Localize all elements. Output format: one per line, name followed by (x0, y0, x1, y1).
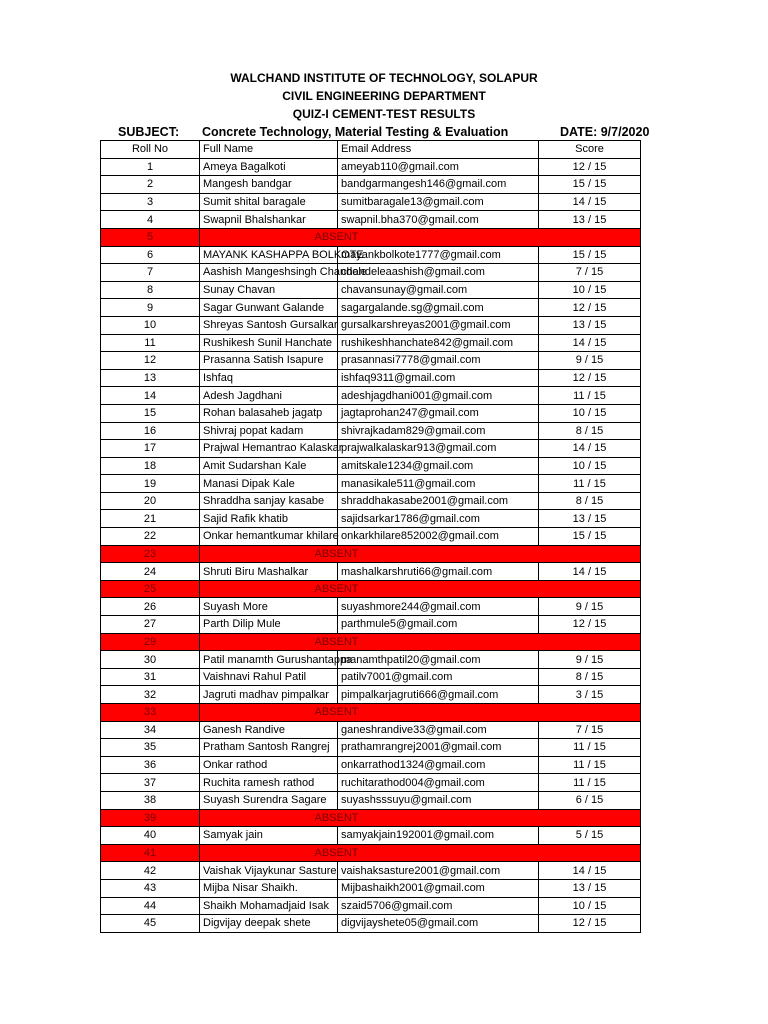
name-cell: Sagar Gunwant Galande (200, 299, 338, 317)
name-cell: Onkar hemantkumar khilare (200, 528, 338, 546)
score-cell: 9 / 15 (539, 598, 641, 616)
email-cell: shraddhakasabe2001@gmail.com (338, 492, 539, 510)
name-cell: Suyash More (200, 598, 338, 616)
roll-cell: 40 (101, 827, 200, 845)
name-cell: Manasi Dipak Kale (200, 475, 338, 493)
name-cell: Sunay Chavan (200, 281, 338, 299)
roll-cell: 41 (101, 844, 200, 862)
table-row (101, 211, 641, 229)
roll-cell: 33 (101, 704, 200, 722)
test-title: QUIZ-I CEMENT-TEST RESULTS (292, 107, 476, 121)
roll-cell: 23 (101, 545, 200, 563)
score-cell: 12 / 15 (539, 299, 641, 317)
name-cell: Digvijay deepak shete (200, 915, 338, 933)
roll-cell: 19 (101, 475, 200, 493)
roll-cell: 5 (101, 228, 200, 246)
roll-cell: 39 (101, 809, 200, 827)
email-cell: onkarrathod1324@gmail.com (338, 756, 539, 774)
name-cell: Shaikh Mohamadjaid Isak (200, 897, 338, 915)
table-row (101, 404, 641, 422)
name-cell: Rushikesh Sunil Hanchate (200, 334, 338, 352)
score-cell: 14 / 15 (539, 563, 641, 581)
absent-cell: ABSENT (200, 704, 641, 722)
table-row (101, 281, 641, 299)
name-cell: Ganesh Randive (200, 721, 338, 739)
email-cell: parthmule5@gmail.com (338, 616, 539, 634)
roll-cell: 38 (101, 791, 200, 809)
roll-cell: 22 (101, 528, 200, 546)
score-cell: 5 / 15 (539, 827, 641, 845)
table-row (101, 756, 641, 774)
email-cell: ruchitarathod004@gmail.com (338, 774, 539, 792)
table-row (101, 352, 641, 370)
name-cell: Samyak jain (200, 827, 338, 845)
table-row (101, 879, 641, 897)
table-row (101, 721, 641, 739)
table-row (101, 316, 641, 334)
table-row-absent (101, 633, 641, 651)
table-row-absent (101, 704, 641, 722)
roll-cell: 36 (101, 756, 200, 774)
absent-cell: ABSENT (200, 580, 641, 598)
table-row-absent (101, 228, 641, 246)
subject-label: SUBJECT: (118, 125, 180, 139)
institute-title: WALCHAND INSTITUTE OF TECHNOLOGY, SOLAPUR (230, 71, 538, 85)
name-cell: Suyash Surendra Sagare (200, 791, 338, 809)
column-header-roll: Roll No (101, 141, 200, 159)
score-cell: 12 / 15 (539, 158, 641, 176)
name-cell: Shreyas Santosh Gursalkar (200, 316, 338, 334)
table-row (101, 193, 641, 211)
score-cell: 7 / 15 (539, 721, 641, 739)
table-row (101, 158, 641, 176)
column-header-email: Email Address (338, 141, 539, 159)
score-cell: 9 / 15 (539, 651, 641, 669)
name-cell: Amit Sudarshan Kale (200, 457, 338, 475)
table-row (101, 176, 641, 194)
table-row (101, 668, 641, 686)
score-cell: 11 / 15 (539, 387, 641, 405)
results-table-body (101, 141, 641, 933)
table-row (101, 492, 641, 510)
score-cell: 12 / 15 (539, 369, 641, 387)
name-cell: Shruti Biru Mashalkar (200, 563, 338, 581)
table-row (101, 862, 641, 880)
name-cell: Sajid Rafik khatib (200, 510, 338, 528)
email-cell: Mijbashaikh2001@gmail.com (338, 879, 539, 897)
name-cell: Prajwal Hemantrao Kalaskar (200, 440, 338, 458)
roll-cell: 1 (101, 158, 200, 176)
email-cell: onkarkhilare852002@gmail.com (338, 528, 539, 546)
email-cell: swapnil.bha370@gmail.com (338, 211, 539, 229)
table-row (101, 510, 641, 528)
roll-cell: 24 (101, 563, 200, 581)
score-cell: 14 / 15 (539, 862, 641, 880)
email-cell: manasikale511@gmail.com (338, 475, 539, 493)
name-cell: Parth Dilip Mule (200, 616, 338, 634)
roll-cell: 43 (101, 879, 200, 897)
roll-cell: 10 (101, 316, 200, 334)
email-cell: prathamrangrej2001@gmail.com (338, 739, 539, 757)
name-cell: Onkar rathod (200, 756, 338, 774)
score-cell: 10 / 15 (539, 457, 641, 475)
table-row (101, 387, 641, 405)
absent-cell: ABSENT (200, 545, 641, 563)
email-cell: adeshjagdhani001@gmail.com (338, 387, 539, 405)
email-cell: vaishaksasture2001@gmail.com (338, 862, 539, 880)
table-header-row (101, 141, 641, 159)
table-row (101, 774, 641, 792)
name-cell: Shraddha sanjay kasabe (200, 492, 338, 510)
email-cell: rushikeshhanchate842@gmail.com (338, 334, 539, 352)
table-row-absent (101, 809, 641, 827)
table-row (101, 563, 641, 581)
column-header-name: Full Name (200, 141, 338, 159)
score-cell: 15 / 15 (539, 528, 641, 546)
email-cell: digvijayshete05@gmail.com (338, 915, 539, 933)
roll-cell: 26 (101, 598, 200, 616)
name-cell: Jagruti madhav pimpalkar (200, 686, 338, 704)
score-cell: 12 / 15 (539, 616, 641, 634)
roll-cell: 9 (101, 299, 200, 317)
email-cell: ganeshrandive33@gmail.com (338, 721, 539, 739)
name-cell: Pratham Santosh Rangrej (200, 739, 338, 757)
roll-cell: 30 (101, 651, 200, 669)
roll-cell: 15 (101, 404, 200, 422)
email-cell: mashalkarshruti66@gmail.com (338, 563, 539, 581)
roll-cell: 20 (101, 492, 200, 510)
score-cell: 14 / 15 (539, 193, 641, 211)
email-cell: chandeleaashish@gmail.com (338, 264, 539, 282)
email-cell: amitskale1234@gmail.com (338, 457, 539, 475)
score-cell: 14 / 15 (539, 334, 641, 352)
name-cell: Prasanna Satish Isapure (200, 352, 338, 370)
email-cell: sagargalande.sg@gmail.com (338, 299, 539, 317)
roll-cell: 25 (101, 580, 200, 598)
name-cell: Patil manamth Gurushantappa (200, 651, 338, 669)
name-cell: MAYANK KASHAPPA BOLKOTE (200, 246, 338, 264)
absent-cell: ABSENT (200, 844, 641, 862)
roll-cell: 35 (101, 739, 200, 757)
roll-cell: 44 (101, 897, 200, 915)
email-cell: gursalkarshreyas2001@gmail.com (338, 316, 539, 334)
name-cell: Aashish Mangeshsingh Chandele (200, 264, 338, 282)
score-cell: 11 / 15 (539, 475, 641, 493)
table-row (101, 915, 641, 933)
roll-cell: 37 (101, 774, 200, 792)
name-cell: Mangesh bandgar (200, 176, 338, 194)
email-cell: pimpalkarjagruti666@gmail.com (338, 686, 539, 704)
table-row (101, 616, 641, 634)
score-cell: 11 / 15 (539, 774, 641, 792)
table-row (101, 457, 641, 475)
score-cell: 14 / 15 (539, 440, 641, 458)
email-cell: mayankbolkote1777@gmail.com (338, 246, 539, 264)
table-row-absent (101, 844, 641, 862)
email-cell: prasannasi7778@gmail.com (338, 352, 539, 370)
score-cell: 13 / 15 (539, 510, 641, 528)
score-cell: 10 / 15 (539, 281, 641, 299)
absent-cell: ABSENT (200, 228, 641, 246)
roll-cell: 4 (101, 211, 200, 229)
email-cell: chavansunay@gmail.com (338, 281, 539, 299)
email-cell: sajidsarkar1786@gmail.com (338, 510, 539, 528)
table-row (101, 246, 641, 264)
table-row-absent (101, 545, 641, 563)
table-row (101, 264, 641, 282)
roll-cell: 18 (101, 457, 200, 475)
name-cell: Ruchita ramesh rathod (200, 774, 338, 792)
name-cell: Ameya Bagalkoti (200, 158, 338, 176)
table-row (101, 440, 641, 458)
score-cell: 12 / 15 (539, 915, 641, 933)
roll-cell: 11 (101, 334, 200, 352)
roll-cell: 14 (101, 387, 200, 405)
name-cell: Vaishak Vijaykunar Sasture (200, 862, 338, 880)
table-row (101, 739, 641, 757)
name-cell: Swapnil Bhalshankar (200, 211, 338, 229)
score-cell: 8 / 15 (539, 492, 641, 510)
table-row (101, 598, 641, 616)
roll-cell: 16 (101, 422, 200, 440)
score-cell: 3 / 15 (539, 686, 641, 704)
roll-cell: 13 (101, 369, 200, 387)
column-header-score: Score (539, 141, 641, 159)
email-cell: manamthpatil20@gmail.com (338, 651, 539, 669)
roll-cell: 42 (101, 862, 200, 880)
email-cell: suyashmore244@gmail.com (338, 598, 539, 616)
roll-cell: 17 (101, 440, 200, 458)
email-cell: szaid5706@gmail.com (338, 897, 539, 915)
roll-cell: 21 (101, 510, 200, 528)
roll-cell: 34 (101, 721, 200, 739)
score-cell: 7 / 15 (539, 264, 641, 282)
email-cell: sumitbaragale13@gmail.com (338, 193, 539, 211)
score-cell: 10 / 15 (539, 404, 641, 422)
roll-cell: 8 (101, 281, 200, 299)
email-cell: samyakjain192001@gmail.com (338, 827, 539, 845)
roll-cell: 12 (101, 352, 200, 370)
roll-cell: 2 (101, 176, 200, 194)
roll-cell: 6 (101, 246, 200, 264)
email-cell: shivrajkadam829@gmail.com (338, 422, 539, 440)
department-title: CIVIL ENGINEERING DEPARTMENT (282, 89, 486, 103)
name-cell: Sumit shital baragale (200, 193, 338, 211)
table-row (101, 791, 641, 809)
table-row (101, 422, 641, 440)
results-table (100, 140, 641, 933)
subject-value: Concrete Technology, Material Testing & Evaluation (202, 125, 509, 139)
score-cell: 13 / 15 (539, 879, 641, 897)
score-cell: 11 / 15 (539, 756, 641, 774)
name-cell: Adesh Jagdhani (200, 387, 338, 405)
absent-cell: ABSENT (200, 633, 641, 651)
score-cell: 13 / 15 (539, 316, 641, 334)
score-cell: 15 / 15 (539, 246, 641, 264)
email-cell: patilv7001@gmail.com (338, 668, 539, 686)
table-row-absent (101, 580, 641, 598)
name-cell: Ishfaq (200, 369, 338, 387)
roll-cell: 3 (101, 193, 200, 211)
table-row (101, 334, 641, 352)
table-row (101, 475, 641, 493)
table-row (101, 651, 641, 669)
name-cell: Mijba Nisar Shaikh. (200, 879, 338, 897)
email-cell: prajwalkalaskar913@gmail.com (338, 440, 539, 458)
score-cell: 8 / 15 (539, 668, 641, 686)
email-cell: jagtaprohan247@gmail.com (338, 404, 539, 422)
score-cell: 10 / 15 (539, 897, 641, 915)
score-cell: 8 / 15 (539, 422, 641, 440)
score-cell: 13 / 15 (539, 211, 641, 229)
roll-cell: 29 (101, 633, 200, 651)
email-cell: ameyab110@gmail.com (338, 158, 539, 176)
roll-cell: 31 (101, 668, 200, 686)
score-cell: 11 / 15 (539, 739, 641, 757)
absent-cell: ABSENT (200, 809, 641, 827)
name-cell: Rohan balasaheb jagatp (200, 404, 338, 422)
table-row (101, 827, 641, 845)
table-row (101, 369, 641, 387)
email-cell: bandgarmangesh146@gmail.com (338, 176, 539, 194)
roll-cell: 45 (101, 915, 200, 933)
score-cell: 9 / 15 (539, 352, 641, 370)
name-cell: Vaishnavi Rahul Patil (200, 668, 338, 686)
table-row (101, 897, 641, 915)
score-cell: 15 / 15 (539, 176, 641, 194)
table-row (101, 528, 641, 546)
date-label: DATE: 9/7/2020 (560, 125, 650, 139)
score-cell: 6 / 15 (539, 791, 641, 809)
email-cell: ishfaq9311@gmail.com (338, 369, 539, 387)
email-cell: suyashsssuyu@gmail.com (338, 791, 539, 809)
name-cell: Shivraj popat kadam (200, 422, 338, 440)
roll-cell: 27 (101, 616, 200, 634)
roll-cell: 7 (101, 264, 200, 282)
roll-cell: 32 (101, 686, 200, 704)
table-row (101, 299, 641, 317)
table-row (101, 686, 641, 704)
